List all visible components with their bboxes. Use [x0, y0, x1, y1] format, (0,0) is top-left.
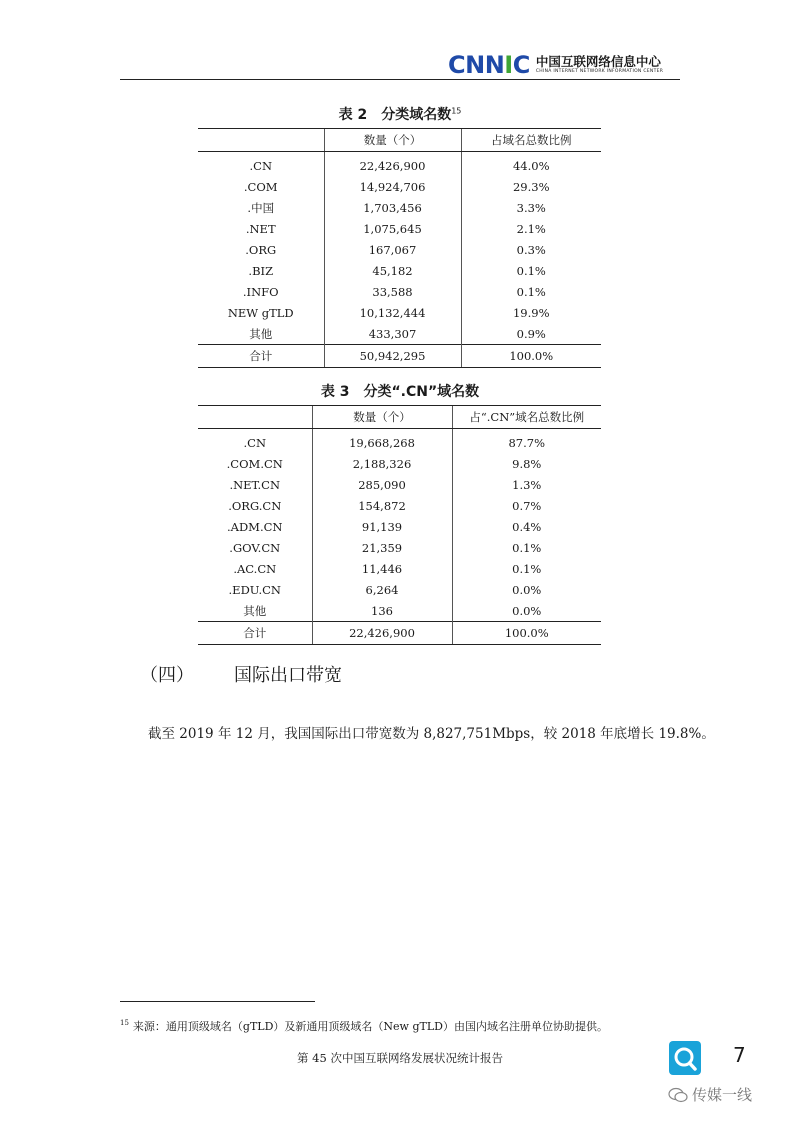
table-row [198, 453, 601, 474]
table2-domain-categories [198, 128, 601, 368]
table-cell: 6,264 [312, 579, 452, 600]
table-cell: 100.0% [461, 345, 601, 368]
table-row [198, 516, 601, 537]
table-cell: 87.7% [452, 429, 601, 454]
table3-caption: 表 3 分类“.CN”域名数 [320, 384, 480, 400]
table-cell: 22,426,900 [312, 622, 452, 645]
cnnic-logo [448, 50, 663, 80]
table3-cn-domain-categories [198, 405, 601, 645]
wechat-icon [668, 1087, 688, 1103]
table-cell: 1.3% [452, 474, 601, 495]
table-cell: .CN [243, 435, 267, 450]
table-cell: .COM.CN [226, 456, 283, 471]
table-cell: 21,359 [312, 537, 452, 558]
table-cell: 2,188,326 [312, 453, 452, 474]
table-row [198, 197, 601, 218]
table-cell: 50,942,295 [324, 345, 461, 368]
table-row [198, 239, 601, 260]
watermark [668, 1084, 752, 1105]
table-total-row [198, 622, 601, 645]
table-row [198, 260, 601, 281]
table-cell: 0.9% [461, 323, 601, 345]
table-row [198, 579, 601, 600]
table-row [198, 600, 601, 622]
table-cell: 3.3% [461, 197, 601, 218]
table-row [198, 495, 601, 516]
table-total-row [198, 345, 601, 368]
table-cell: .ORG [245, 242, 277, 257]
logo-mark: CNNIC [448, 51, 530, 79]
table-cell: NEW gTLD [227, 305, 294, 320]
table-cell: 285,090 [312, 474, 452, 495]
table-cell: 0.4% [452, 516, 601, 537]
table-row [198, 323, 601, 345]
table-row [198, 474, 601, 495]
footnote-text: 来源：通用顶级域名（gTLD）及新通用顶级域名（New gTLD）由国内域名注册单位协助提供。 [132, 1020, 608, 1033]
table-cell: 1,703,456 [324, 197, 461, 218]
table-cell: 2.1% [461, 218, 601, 239]
table-cell: .CN [249, 158, 273, 173]
table-header-cell: 数量（个） [324, 129, 461, 152]
section-title: 国际出口带宽 [234, 665, 342, 686]
table-cell: 0.7% [452, 495, 601, 516]
footnote-number: 15 [120, 1019, 129, 1028]
table-cell: 45,182 [324, 260, 461, 281]
table-cell: 0.1% [452, 558, 601, 579]
watermark-text: 传媒一线 [692, 1086, 753, 1104]
table-cell: 44.0% [461, 152, 601, 177]
table2-caption: 表 2 分类域名数$^{15}$ [338, 106, 462, 123]
table-cell: .NET [245, 221, 276, 236]
table-cell: 100.0% [452, 622, 601, 645]
section-heading [140, 661, 342, 687]
table-cell: 0.0% [452, 579, 601, 600]
table-header-cell: 占域名总数比例 [461, 129, 601, 152]
table-cell: .COM [243, 179, 278, 194]
table-cell: 19.9% [461, 302, 601, 323]
magnifier-app-icon [668, 1040, 702, 1076]
table-cell: 9.8% [452, 453, 601, 474]
table-cell: .INFO [242, 284, 279, 299]
table-cell: 14,924,706 [324, 176, 461, 197]
footnote-rule [120, 1001, 315, 1002]
body-paragraph: 截至 2019 年 12 月，我国国际出口带宽数为 8,827,751Mbps，较 2018 年底增长 19.8%。 [148, 726, 715, 742]
table-header-cell [198, 406, 312, 429]
report-title-footer: 第 45 次中国互联网络发展状况统计报告 [297, 1051, 503, 1065]
table-row [198, 429, 601, 454]
table-cell: 433,307 [324, 323, 461, 345]
table-cell: 167,067 [324, 239, 461, 260]
table-row [198, 281, 601, 302]
table-row [198, 302, 601, 323]
table-row [198, 218, 601, 239]
table-row [198, 176, 601, 197]
table-cell: .AC.CN [233, 561, 277, 576]
table-cell: 10,132,444 [324, 302, 461, 323]
table-cell: 0.1% [461, 260, 601, 281]
table-cell: 22,426,900 [324, 152, 461, 177]
table-cell: 0.0% [452, 600, 601, 622]
table-header-row [198, 129, 601, 152]
logo-english-name: CHINA INTERNET NETWORK INFORMATION CENTER [535, 69, 664, 75]
table-cell: 1,075,645 [324, 218, 461, 239]
table-cell: 29.3% [461, 176, 601, 197]
table-cell: 0.1% [461, 281, 601, 302]
table-header-cell: 占“.CN”域名总数比例 [452, 406, 601, 429]
table-cell: .EDU.CN [228, 582, 281, 597]
table-cell: 其他 [249, 326, 273, 341]
table-cell: 0.3% [461, 239, 601, 260]
table-cell: .中国 [247, 200, 275, 215]
table-cell: .GOV.CN [229, 540, 281, 555]
footnote [120, 1018, 608, 1034]
table-cell: 其他 [243, 603, 267, 618]
section-number: （四） [140, 665, 194, 686]
header-rule [120, 79, 680, 80]
table-cell: .BIZ [248, 263, 274, 278]
table-row [198, 558, 601, 579]
logo-chinese-name: 中国互联网络信息中心 [535, 54, 661, 70]
table-cell: 合计 [198, 622, 312, 645]
table-header-row [198, 406, 601, 429]
table-cell: 合计 [198, 345, 324, 368]
table-cell: .NET.CN [229, 477, 281, 492]
footnote-ref: 15 [451, 106, 462, 116]
table-cell: 19,668,268 [312, 429, 452, 454]
page-number: 7 [733, 1043, 746, 1067]
table-cell: 11,446 [312, 558, 452, 579]
table-row [198, 152, 601, 177]
table-cell: 0.1% [452, 537, 601, 558]
table-cell: 154,872 [312, 495, 452, 516]
table-cell: 33,588 [324, 281, 461, 302]
table-cell: .ADM.CN [227, 519, 283, 534]
table-header-cell [198, 129, 324, 152]
table-cell: 136 [312, 600, 452, 622]
table-cell: 91,139 [312, 516, 452, 537]
table-header-cell: 数量（个） [312, 406, 452, 429]
table-cell: .ORG.CN [228, 498, 282, 513]
table-row [198, 537, 601, 558]
